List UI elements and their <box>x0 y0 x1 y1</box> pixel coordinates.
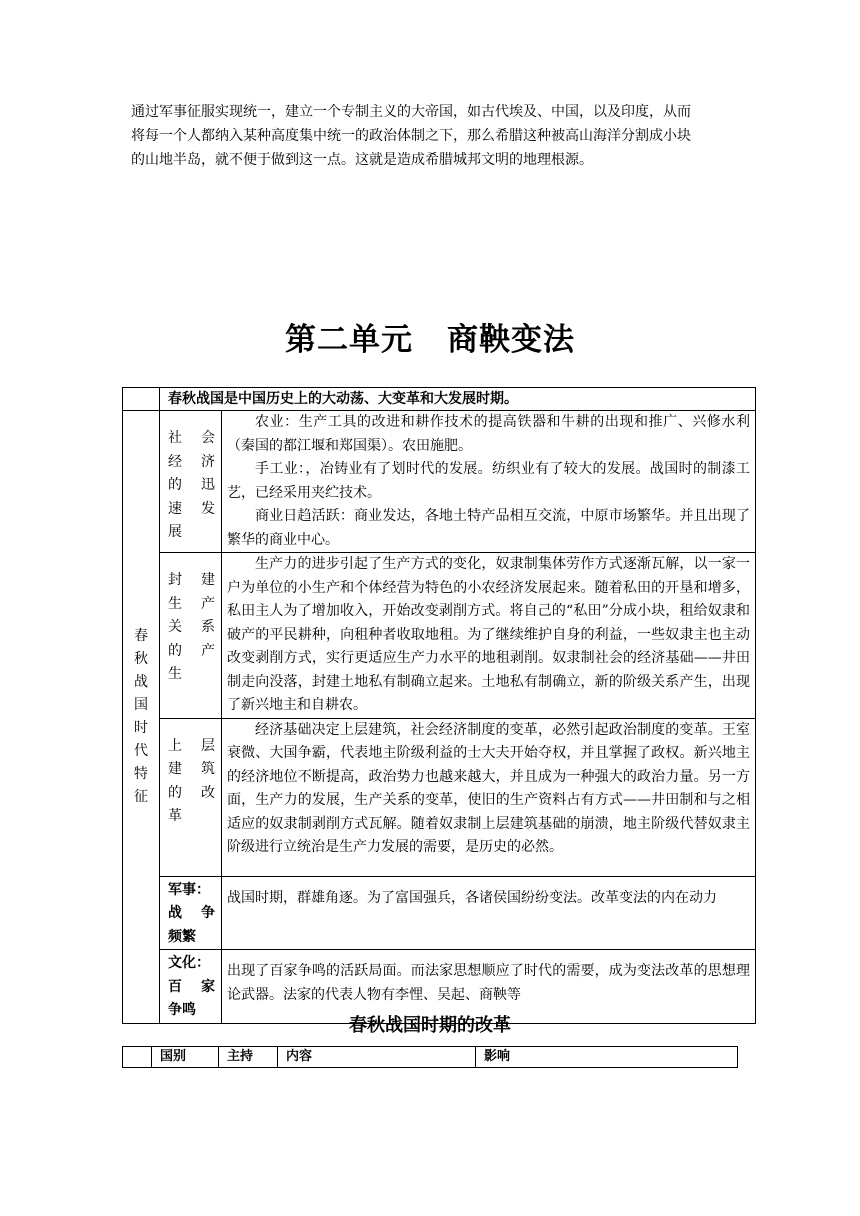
section-label-superstructure: 上 层 建 筑 的 改 革 <box>160 718 222 876</box>
content-paragraph: 战国时期，群雄角逐。为了富国强兵，各诸侯国纷纷变法。改革变法的内在动力 <box>227 889 717 906</box>
section-content-superstructure <box>222 718 756 876</box>
content-paragraph: 生产力的进步引起了生产方式的变化，奴隶制集体劳作方式逐渐瓦解，以一家一户为单位的小生产和个体经营为特色的小农经济发展起来。随着私田的开垦和增多，私田主人为了增加收入，开始改变剥削方式。将自己的“私田”分成小块，租给奴隶和破产的平民耕种，向租种者收取地租。为了继续维护自身的利益，一些奴隶主也主动改变剥削方式，实行更适应生产力水平的地租剥削。奴隶制社会的经济基础——井田制走向没落，封建土地私有制确立起来。土地私有制确立，新的阶级关系产生，出现了新兴地主和自耕农。 <box>227 556 750 713</box>
intro-line: 的山地半岛，就不便于做到这一点。这就是造成希腊城邦文明的地理根源。 <box>131 152 593 168</box>
unit-title-number: 第二单元 <box>285 322 413 358</box>
intro-paragraph <box>131 100 743 172</box>
reform-table <box>122 1046 738 1068</box>
content-paragraph: 手工业：，冶铸业有了划时代的发展。纺织业有了较大的发展。战国时的制漆工艺，已经采用夹纻技术。 <box>227 461 750 501</box>
intro-line: 将每一个人都纳入某种高度集中统一的政治体制之下，那么希腊这种被高山海洋分割成小块 <box>131 128 691 144</box>
content-paragraph: 农业：生产工具的改进和耕作技术的提高铁器和牛耕的出现和推广、兴修水利（秦国的都江堰和郑国渠）。农田施肥。 <box>227 414 750 454</box>
feature-table <box>122 387 756 1024</box>
section-label-military: 军事： 战 争 频繁 <box>160 876 222 950</box>
section-label-culture: 文化： 百 家 争鸣 <box>160 950 222 1024</box>
empty-corner-cell <box>123 388 160 411</box>
content-paragraph: 经济基础决定上层建筑，社会经济制度的变革，必然引起政治制度的变革。王室衰微、大国争霸，代表地主阶级利益的士大夫开始夺权，并且掌握了政权。新兴地主的经济地位不断提高，政治势力也越来越大，并且成为一种强大的政治力量。另一方面，生产力的发展，生产关系的变革，使旧的生产资料占有方式——井田制和与之相适应的奴隶制剥削方式瓦解。随着奴隶制上层建筑基础的崩溃，地主阶级代替奴隶主阶级进行立统治是生产力发展的需要，是历史的必然。 <box>227 721 750 855</box>
reform-table-title: 春秋战国时期的改革 <box>349 1015 511 1036</box>
section-label-feudal-relations: 封 建 生 产 关 系 的 产 生 <box>160 553 222 719</box>
column-header-blank <box>123 1047 152 1068</box>
section-content-economy <box>222 411 756 553</box>
table-header-text: 春秋战国是中国历史上的大动荡、大变革和大发展时期。 <box>160 388 756 411</box>
column-header-leader: 主持 <box>219 1047 278 1068</box>
column-header-content: 内容 <box>278 1047 476 1068</box>
content-paragraph: 出现了百家争鸣的活跃局面。而法家思想顺应了时代的需要，成为变法改革的思想理论武器。法家的代表人物有李悝、吴起、商鞅等 <box>227 963 750 1003</box>
intro-line: 通过军事征服实现统一，建立一个专制主义的大帝国，如古代埃及、中国，以及印度，从而 <box>131 104 691 120</box>
row-label-vertical: 春 秋 战 国 时 代 特 征 <box>123 411 160 1024</box>
unit-title <box>0 314 860 359</box>
unit-title-name: 商鞅变法 <box>447 322 575 358</box>
section-content-feudal-relations <box>222 553 756 719</box>
content-paragraph: 商业日趋活跃：商业发达，各地土特产品相互交流，中原市场繁华。并且出现了繁华的商业中心。 <box>227 508 750 548</box>
column-header-country: 国别 <box>152 1047 219 1068</box>
section-content-military <box>222 876 756 950</box>
section-label-economy: 社 会 经 济 的 迅 速 发 展 <box>160 411 222 553</box>
column-header-impact: 影响 <box>476 1047 738 1068</box>
